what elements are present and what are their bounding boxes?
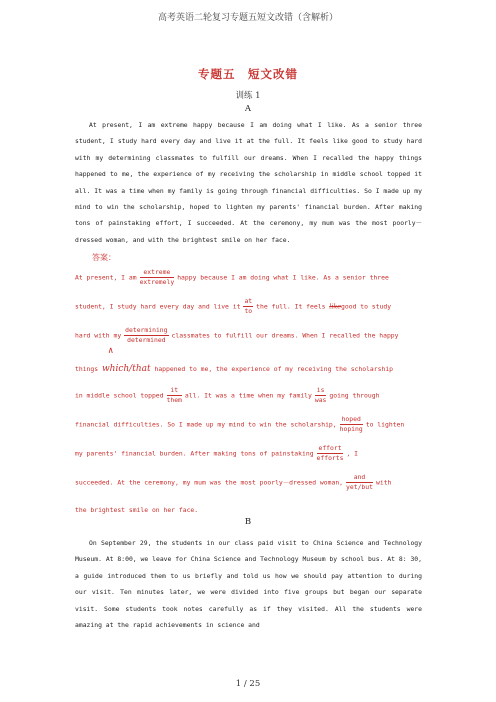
insert-caret-icon: ∧ [108, 346, 114, 356]
answer-text: to lighten [365, 420, 405, 429]
training-subtitle: 训练 1 [235, 91, 261, 101]
page-title: 专题五 短文改错 [198, 67, 298, 81]
answer-text: the brightest smile on her face. [75, 506, 199, 514]
correction-it: $\frac{it}{\text{them}}$ [166, 386, 182, 404]
answer-text: good to study [341, 302, 392, 311]
answer-line-6 [75, 415, 422, 434]
answer-text: happened to me, the experience of my receiving the scholarship [154, 365, 394, 373]
answer-line-7 [75, 444, 422, 463]
correction-hoped: $\frac{\text{hoped}}{\text{hoping}}$ [339, 415, 363, 433]
answer-line-3 [75, 326, 422, 345]
answer-text: At present, I am [75, 273, 137, 282]
correction-is: $\frac{is}{\text{was}}$ [314, 386, 327, 404]
answer-line-4 [75, 364, 422, 374]
correction-extreme: $\frac{\text{extreme}}{\text{extremely}}$ [139, 268, 175, 286]
answer-text: , I [346, 449, 359, 458]
answer-text: with [375, 478, 392, 487]
answer-text: the full. It feels [256, 302, 326, 311]
answer-text: happy because I am doing what I like. As a senior three [177, 273, 389, 282]
page-number: 1 / 25 [235, 679, 261, 689]
answer-text: my parents' financial burden. After making tons of painstaking [75, 449, 314, 458]
answer-text: hard with my [75, 331, 122, 340]
answer-text: succeeded. At the ceremony, my mum was the most poorly－dressed woman, [75, 478, 344, 487]
passage-b-text: On September 29, the students in our class paid visit to China Science and Technology Museum. At 8:00, we leave for China Science and Technology Museum by school bus. At 8: 30, a guide introduced them to us briefly and told us how we should pay attention to during our visit. Ten minutes later, we were divided into five groups but began our separate visit. Some students took notes carefully as if they visited. All the students were amazing at the rapid achievements in science and [75, 539, 422, 630]
page-header: 高考英语二轮复习专题五短文改错（含解析） [157, 13, 338, 23]
deleted-word: like [329, 302, 342, 311]
answer-text: classmates to fulfill our dreams. When I recalled the happy [171, 331, 399, 340]
answer-text: in middle school topped [75, 391, 164, 400]
answer-text: financial difficulties. So I made up my mind to win the scholarship, [75, 420, 337, 429]
answer-text: things [75, 365, 99, 373]
correction-at: $\frac{at}{to}$ [244, 297, 253, 315]
passage-a-text: At present, I am extreme happy because I am doing what I like. As a senior three student, I study hard every day and live it at the full. It feels like good to study hard with my determining classmates to fulfill our dreams. When I recalled the happy things happened to me, the experience of my receiving the scholarship in middle school topped it all. It was a time when my family is going through financial difficulties. So I made up my mind to win the scholarship, hoped to lighten my parents' financial burden. After making tons of painstaking effort, I succeeded. At the ceremony, my mum was the most poorly－dressed woman, and with the brightest smile on her face. [75, 121, 422, 244]
answer-text: student, I study hard every day and live it [75, 302, 241, 311]
correction-effort: $\frac{\text{effort}}{\text{efforts}}$ [316, 444, 344, 462]
answer-line-5 [75, 386, 422, 405]
inserted-word: which/that [101, 364, 151, 374]
correction-and: $\frac{\text{and}}{\text{yet/but}}$ [346, 473, 373, 491]
answer-label: 答案： [92, 253, 116, 262]
section-b-label: B [244, 517, 252, 527]
answer-line-1 [75, 268, 422, 287]
answer-text: all. It was a time when my family [184, 391, 312, 400]
answer-line-9 [75, 505, 422, 515]
answer-text: going through [329, 391, 380, 400]
answer-line-8 [75, 473, 422, 492]
passage-b [75, 535, 422, 633]
passage-a [75, 117, 422, 248]
section-a-label: A [244, 104, 252, 114]
correction-determining: $\frac{\text{determining}}{\text{determined}}$ [125, 326, 168, 344]
answer-line-2 [75, 297, 422, 316]
